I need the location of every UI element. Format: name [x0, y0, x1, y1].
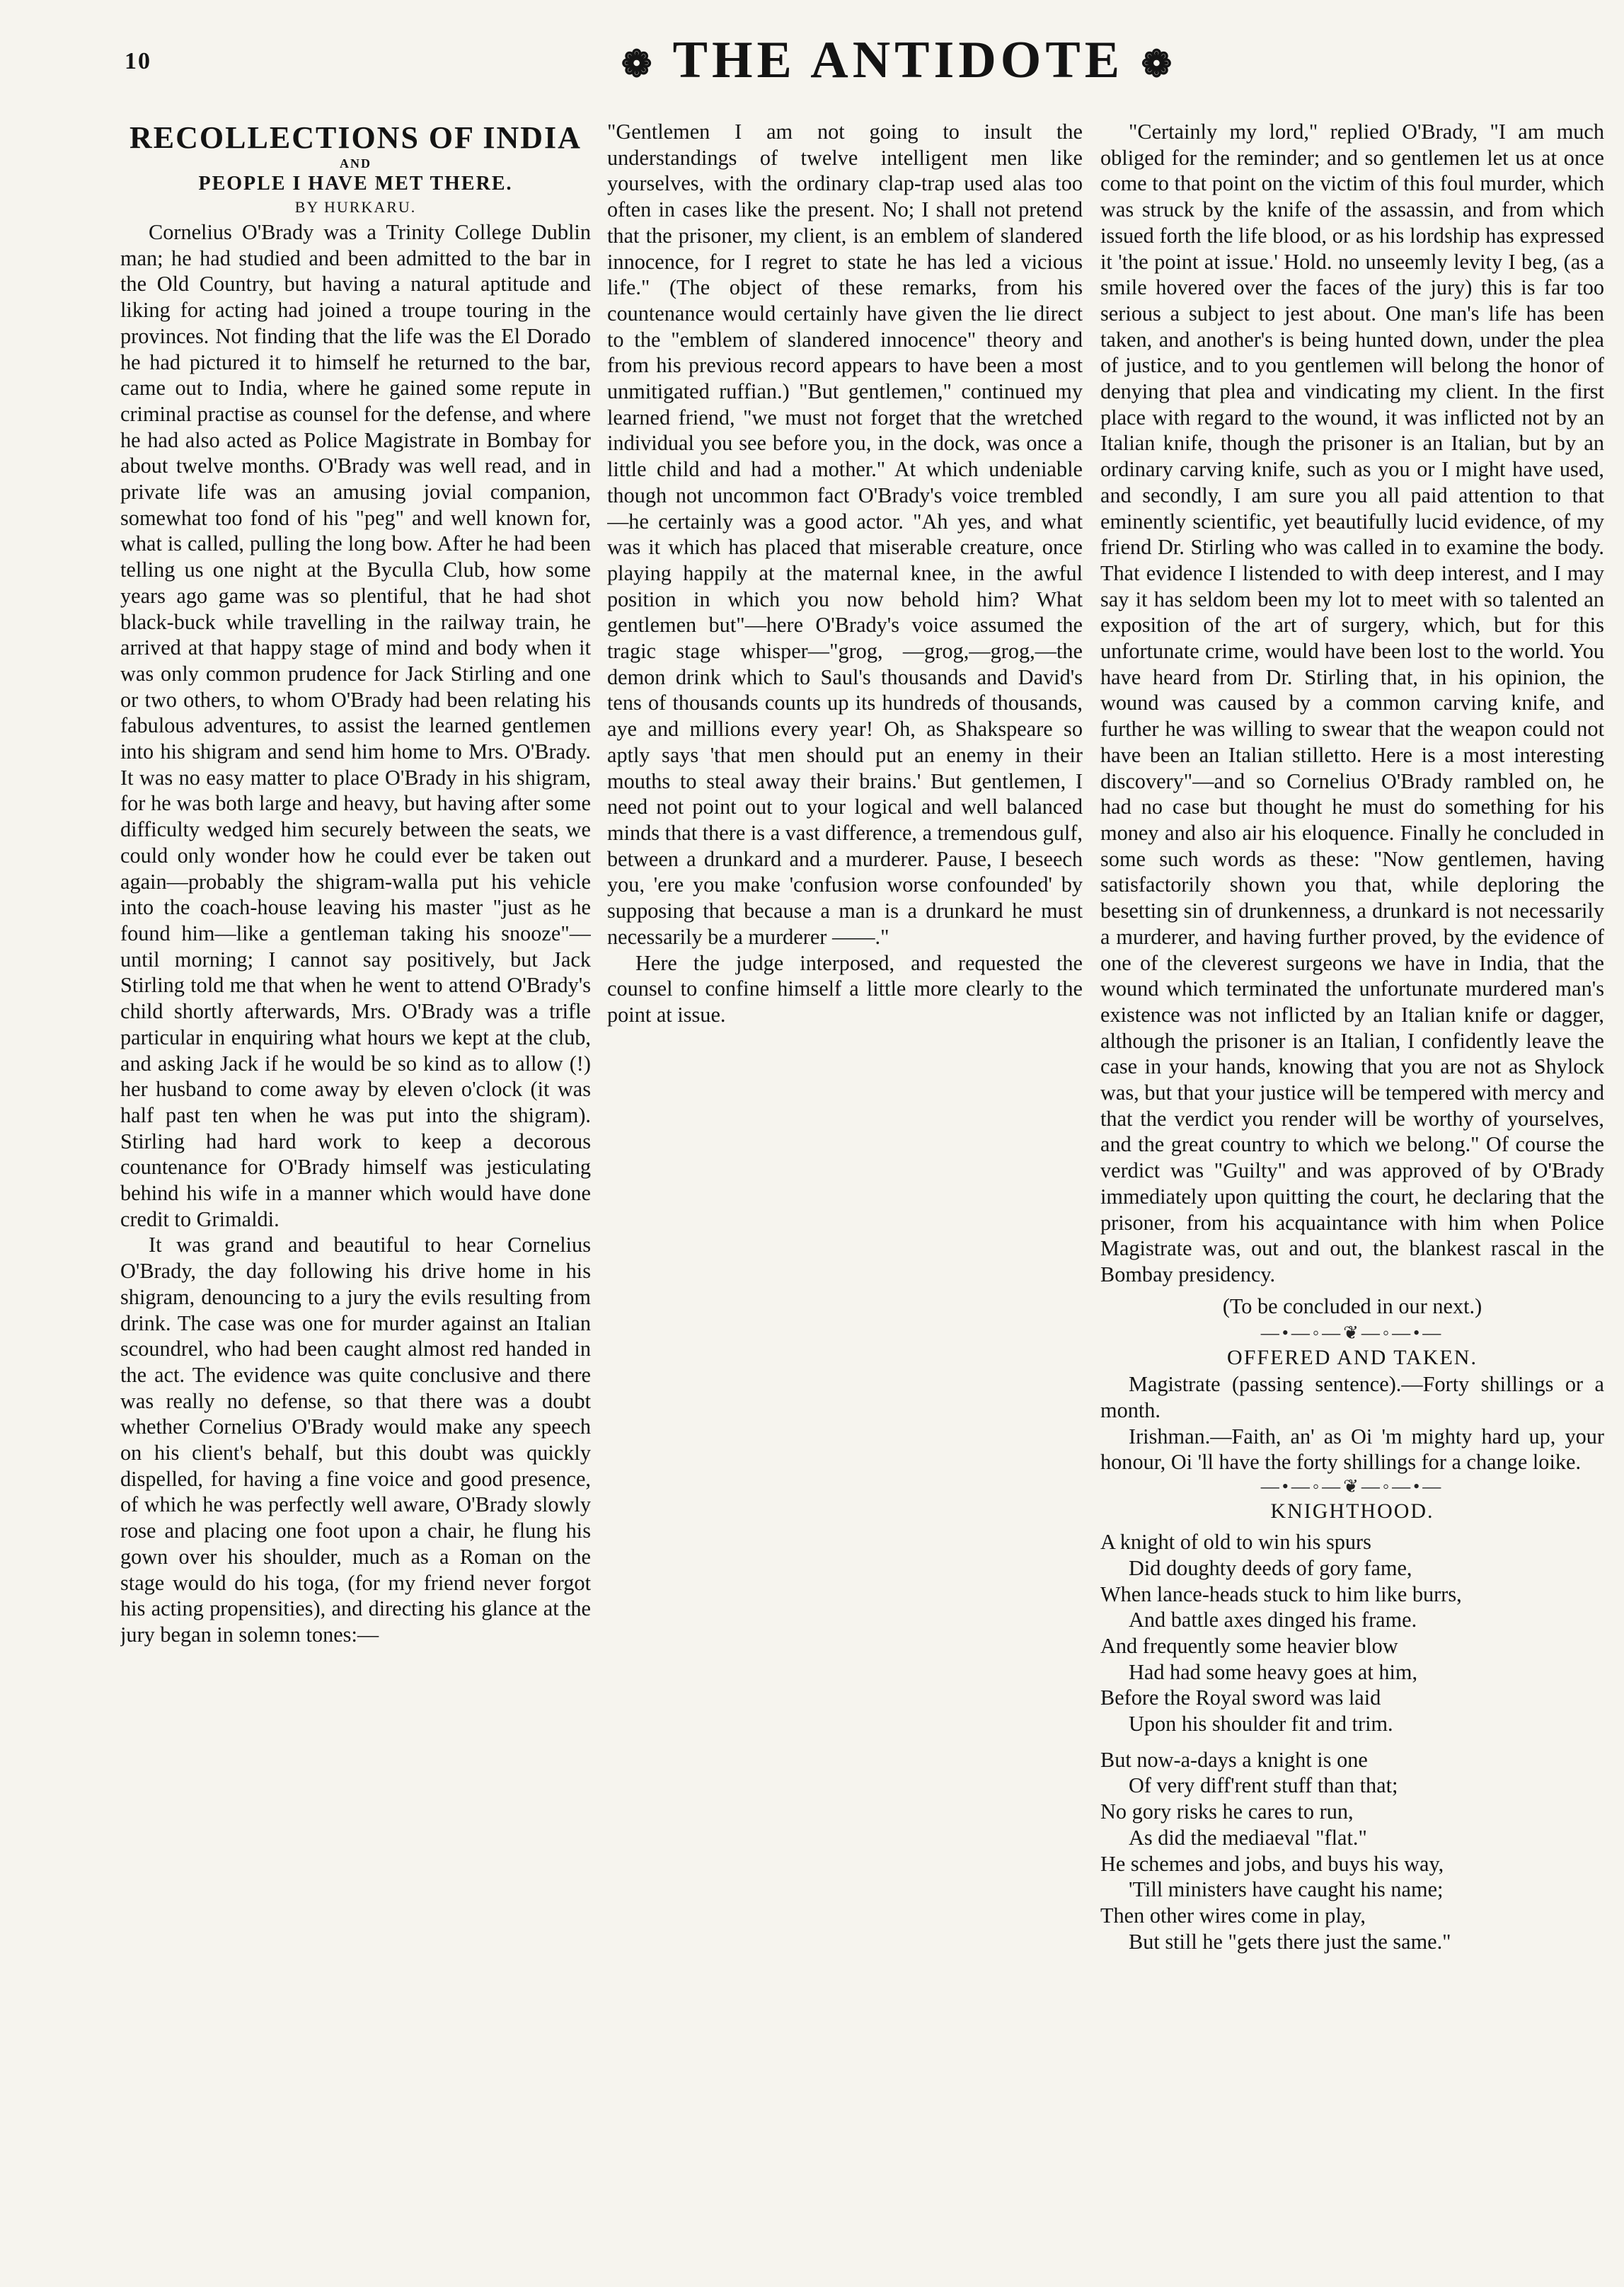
masthead [609, 28, 1189, 97]
poem-line: As did the mediaeval "flat." [1129, 1825, 1367, 1850]
poem [1100, 1529, 1604, 1954]
page-number: 10 [125, 48, 151, 74]
article-paragraph: "Gentlemen I am not going to insult the understandings of twelve intelligent men like yourselves, with the ordinary clap-trap used alas too often in cases like the present. No; I shall not pretend that the prisoner, my client, is an emblem of slandered innocence, for I regret to state he has led a vicious life." (The object of these remarks, from his countenance would certainly have given the lie direct to the "emblem of slandered innocence" theory and from his previous record appears to have been a most unmitigated ruffian.) "But gentlemen," continued my learned friend, "we must not forget that the wretched individual you see before you, in the dock, was once a little child and had a mother." At which undeniable though not uncommon fact O'Brady's voice trembled—he certainly was a good actor. "Ah yes, and what was it which has placed that miserable creature, once playing happily at the maternal knee, in the awful position in which you now behold him? What gentlemen but"—here O'Brady's voice assumed the tragic stage whisper—"grog, —grog,—grog,—the demon drink which to Saul's thousands and David's tens of thousands counts up its hundreds of thousands, aye and millions every year! Oh, as Shakspeare so aptly says 'that men should put an enemy in their mouths to steal away their brains.' But gentlemen, I need not point out to your logical and well balanced minds that there is a vast difference, a tremendous gulf, between a drunkard and a murderer. Pause, I beseech you, 'ere you make 'confusion worse confounded' by supposing that because a man is a drunkard he must necessarily be a murderer ——." [607, 120, 1083, 949]
article-paragraph: Here the judge interposed, and requested the counsel to confine himself a little more clearly to the point at issue. [607, 950, 1083, 1027]
poem-line: 'Till ministers have caught his name; [1129, 1877, 1444, 1902]
poem-line: Had had some heavy goes at him, [1129, 1659, 1418, 1684]
poem-line: But still he "gets there just the same." [1129, 1929, 1451, 1954]
article-title: RECOLLECTIONS OF INDIA [129, 120, 582, 155]
poem-line: When lance-heads stuck to him like burrs, [1100, 1582, 1462, 1606]
poem-line: But now-a-days a knight is one [1100, 1747, 1368, 1772]
masthead-title: THE ANTIDOTE [672, 31, 1124, 89]
column-2 [607, 119, 1083, 2249]
ornament-left-icon: ❁ [621, 45, 657, 86]
poem-line: Upon his shoulder fit and trim. [1129, 1712, 1393, 1736]
article-title-and: AND [340, 156, 372, 171]
article-byline: BY HURKARU. [294, 198, 417, 216]
ornament-right-icon: ❁ [1141, 45, 1177, 86]
poem-line: Before the Royal sword was laid [1100, 1686, 1381, 1710]
dialogue-irishman: Irishman.—Faith, an' as Oi 'm mighty hard up, your honour, Oi 'll have the forty shillings for a change loike. [1100, 1424, 1604, 1475]
poem-line: Then other wires come in play, [1100, 1903, 1366, 1928]
column-1 [120, 119, 591, 2249]
dialogue-magistrate: Magistrate (passing sentence).—Forty shillings or a month. [1100, 1372, 1604, 1423]
ornamental-divider-icon: —•—◦—❦—◦—•— [1260, 1323, 1444, 1344]
article-paragraph: It was grand and beautiful to hear Cornelius O'Brady, the day following his drive home in his shigram, denouncing to a jury the evils resulting from drink. The case was one for murder against an Italian scoundrel, who had been caught almost red handed in the act. The evidence was quite conclusive and there was really no defense, so that there was a doubt whether Cornelius O'Brady would make any speech on his client's behalf, but this doubt was quickly dispelled, for having a fine voice and good presence, of which he was perfectly well aware, O'Brady slowly rose and placing one foot upon a chair, he flung his gown over his shoulder, much as a Roman on the stage would do his toga, (for my friend never forgot his acting propensities), and directing his glance at the jury began in solemn tones:— [120, 1233, 591, 1647]
poem-line: Of very diff'rent stuff than that; [1129, 1773, 1398, 1798]
poem-line: A knight of old to win his spurs [1100, 1530, 1371, 1555]
column-3 [1100, 119, 1604, 2249]
article-paragraph: Cornelius O'Brady was a Trinity College Dublin man; he had studied and been admitted to the bar in the Old Country, but having a natural aptitude and liking for acting had joined a troupe touring in the provinces. Not finding that the life was the El Dorado he had pictured it to himself he returned to the bar, came out to India, where he gained some repute in criminal practise as counsel for the defense, and where he had also acted as Police Magistrate in Bombay for about twelve months. O'Brady was well read, and in private life was an amusing jovial companion, somewhat too fond of his "peg" and well known for, what is called, pulling the long bow. After he had been telling us one night at the Byculla Club, how some years ago game was so plentiful, that he had shot black-buck while travelling in the railway train, he arrived at that happy stage of mind and body when it was only common prudence for Jack Stirling and one or two others, to whom O'Brady had been relating his fabulous adventures, to assist the learned gentlemen into his shigram and send him home to Mrs. O'Brady. It was no easy matter to place O'Brady in his shigram, for he was both large and heavy, but having after some difficulty wedged him securely between the seats, we could only wonder how he could ever be taken out again—probably the shigram-walla put his vehicle into the coach-house leaving his master "just as he found him—like a gentleman taking his snooze"—until morning; I cannot say positively, but Jack Stirling told me that when he went to attend O'Brady's child shortly afterwards, Mrs. O'Brady was a trifle particular in enquiring what hours we kept at the club, and asking Jack if he would be so kind as to allow (!) her husband to come away by eleven o'clock (it was half past ten when he was put into the shigram). Stirling had hard work to keep a decorous countenance for O'Brady himself was jesticulating behind his wife in a manner which would have done credit to Grimaldi. [120, 220, 591, 1231]
poem-line: And frequently some heavier blow [1100, 1633, 1398, 1658]
offered-title: OFFERED AND TAKEN. [1227, 1346, 1478, 1370]
poem-line: And battle axes dinged his frame. [1129, 1608, 1417, 1632]
poem-title: KNIGHTHOOD. [1270, 1499, 1434, 1523]
poem-line: Did doughty deeds of gory fame, [1129, 1555, 1412, 1580]
article-paragraph: "Certainly my lord," replied O'Brady, "I am much obliged for the reminder; and so gentlemen let us at once come to that point on the victim of this foul murder, which was struck by the knife of the assassin, and from which issued forth the life blood, or as his lordship has expressed it 'the point at issue.' Hold. no unseemly levity I beg, (as a smile hovered over the faces of the jury) this is far too serious a subject to jest about. One man's life has been taken, and another's is being hunted down, under the plea of justice, and to you gentlemen will belong the honor of denying that plea and vindicating my client. In the first place with regard to the wound, it was inflicted not by an Italian knife, though the prisoner is an Italian, but by an ordinary carving knife, such as you or I might have used, and secondly, I am sure you all paid attention to that eminently scientific, yet beautifully lucid evidence, of my friend Dr. Stirling who was called in to examine the body. That evidence I listended to with deep interest, and I may say it has seldom been my lot to meet with so talented an exposition of the art of surgery, which, but for this unfortunate crime, would have been lost to the world. You have heard from Dr. Stirling that, in his opinion, the wound was caused by a common carving knife, and further he was willing to swear that the weapon could not have been an Italian stilletto. Here is a most interesting discovery"—and so Cornelius O'Brady rambled on, he had no case but thought he must do something for his money and also air his eloquence. Finally he concluded in some such words as these: "Now gentlemen, having satisfactorily shown you that, while deploring the besetting sin of drunkenness, a drunkard is not necessarily a murderer, and having further proved, by the evidence of one of the cleverest surgeons we have in India, that the wound which terminated the unfortunate murdered man's existence was not inflicted by an Italian knife or dagger, although the prisoner is an Italian, I confidently leave the case in your hands, knowing that you are not as Shylock was, but that your justice will be tempered with mercy and that the verdict you render will be worthy of yourselves, and the great country to which we belong." Of course the verdict was "Guilty" and was approved of by O'Brady immediately upon quitting the court, he declaring that the prisoner, from his acquaintance with him when Police Magistrate was, out and out, the blankest rascal in the Bombay presidency. [1100, 120, 1604, 1286]
article-subtitle: PEOPLE I HAVE MET THERE. [198, 173, 513, 195]
poem-line: He schemes and jobs, and buys his way, [1100, 1851, 1444, 1876]
ornamental-divider-icon: —•—◦—❦—◦—•— [1260, 1476, 1444, 1497]
poem-line: No gory risks he cares to run, [1100, 1799, 1354, 1824]
continued-note: (To be concluded in our next.) [1222, 1294, 1482, 1318]
